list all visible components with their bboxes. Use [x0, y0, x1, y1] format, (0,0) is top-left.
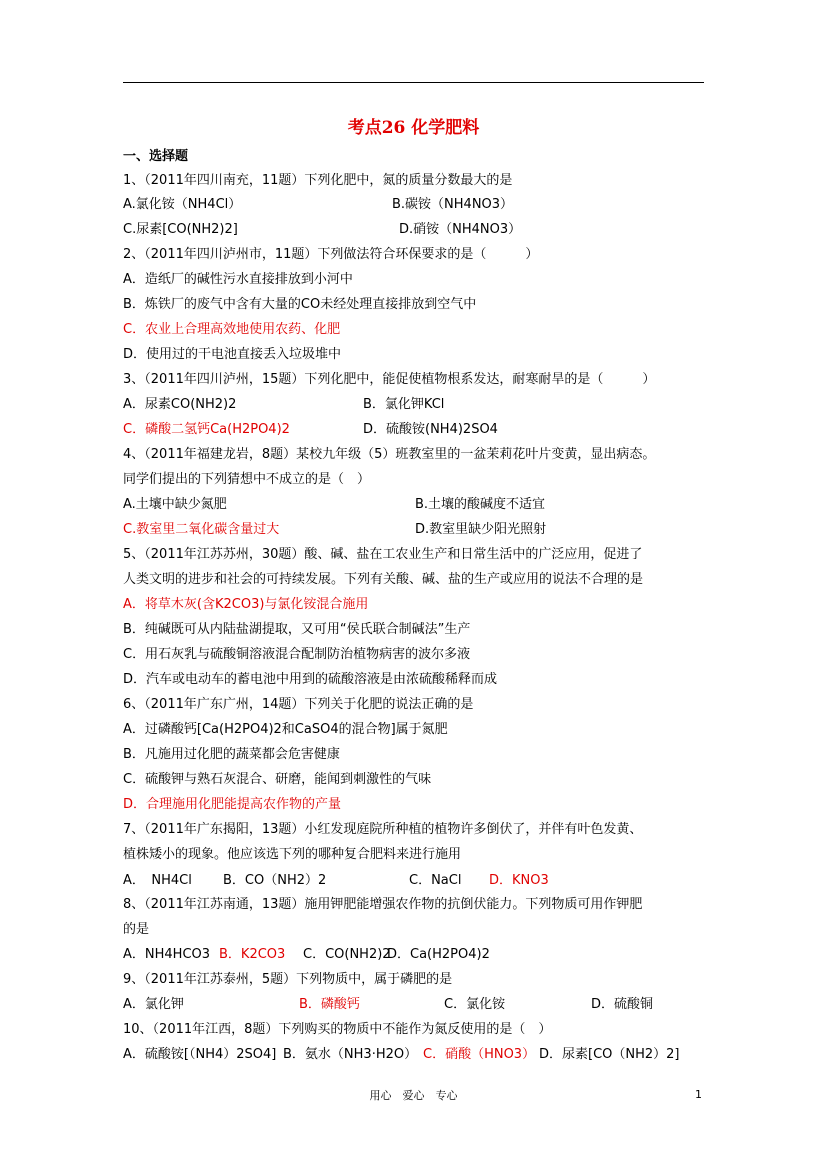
header-rule [123, 82, 704, 83]
q3-option-d: D．硫酸铵(NH4)2SO4 [363, 422, 498, 437]
q8-option-c: C．CO(NH2)2 [303, 947, 391, 962]
q6-option-c: C．硫酸钾与熟石灰混合、研磨，能闻到刺激性的气味 [123, 772, 432, 787]
q3-option-b: B．氯化钾KCl [363, 397, 445, 412]
q2-option-c-answer: C．农业上合理高效地使用农药、化肥 [123, 322, 341, 337]
page-title: 考点26 化学肥料 [347, 118, 480, 138]
q9-stem: 9、（2011年江苏泰州，5题）下列物质中，属于磷肥的是 [123, 972, 453, 987]
q8-option-b-answer: B．K2CO3 [219, 947, 286, 962]
q6-option-b: B．凡施用过化肥的蔬菜都会危害健康 [123, 747, 340, 762]
q2-option-a: A．造纸厂的碱性污水直接排放到小河中 [123, 272, 353, 287]
q2-stem: 2、（2011年四川泸州市，11题）下列做法符合环保要求的是（ ） [123, 247, 539, 262]
q7-stem-line1: 7、（2011年广东揭阳，13题）小红发现庭院所种植的植物许多倒伏了，并伴有叶色发黄、 [123, 822, 643, 837]
q5-option-b: B．纯碱既可从内陆盐湖提取，又可用“侯氏联合制碱法”生产 [123, 622, 471, 637]
q4-option-a: A.土壤中缺少氮肥 [123, 497, 227, 512]
q10-option-d: D．尿素[CO（NH2）2] [539, 1047, 680, 1062]
q8-option-a: A．NH4HCO3 [123, 947, 211, 962]
q2-option-d: D．使用过的干电池直接丢入垃圾堆中 [123, 347, 342, 362]
q6-stem: 6、（2011年广东广州，14题）下列关于化肥的说法正确的是 [123, 697, 474, 712]
q8-option-d: D．Ca(H2PO4)2 [387, 947, 490, 962]
q3-stem: 3、（2011年四川泸州，15题）下列化肥中，能促使植物根系发达，耐寒耐旱的是（ ） [123, 372, 656, 387]
section-heading: 一、选择题 [123, 149, 189, 164]
q9-option-c: C．氯化铵 [444, 997, 506, 1012]
q7-option-d-answer: D．KNO3 [489, 873, 549, 888]
q4-option-c-answer: C.教室里二氧化碳含量过大 [123, 522, 280, 537]
q4-stem-line1: 4、（2011年福建龙岩，8题）某校九年级（5）班教室里的一盆茉莉花叶片变黄，显出病态。 [123, 447, 656, 462]
q6-option-a: A．过磷酸钙[Ca(H2PO4)2和CaSO4的混合物]属于氮肥 [123, 722, 448, 737]
q3-option-c-answer: C．磷酸二氢钙Ca(H2PO4)2 [123, 422, 290, 437]
q1-option-c: C.尿素[CO(NH2)2] [123, 222, 238, 237]
q4-option-b: B.土壤的酸碱度不适宜 [415, 497, 546, 512]
q8-stem-line1: 8、（2011年江苏南通，13题）施用钾肥能增强农作物的抗倒伏能力。下列物质可用作钾肥 [123, 897, 643, 912]
q7-option-b: B．CO（NH2）2 [223, 873, 327, 888]
q6-option-d-answer: D．合理施用化肥能提高农作物的产量 [123, 797, 342, 812]
q5-option-d: D．汽车或电动车的蓄电池中用到的硫酸溶液是由浓硫酸稀释而成 [123, 672, 498, 687]
q4-stem-line2: 同学们提出的下列猜想中不成立的是（ ） [123, 472, 371, 487]
q5-stem-line1: 5、（2011年江苏苏州，30题）酸、碱、盐在工农业生产和日常生活中的广泛应用，促进了 [123, 547, 643, 562]
q10-option-a: A．硫酸铵[（NH4）2SO4] [123, 1047, 277, 1062]
page-footer: 用心 爱心 专心 [369, 1089, 458, 1102]
q4-option-d: D.教室里缺少阳光照射 [415, 522, 547, 537]
q9-option-a: A．氯化钾 [123, 997, 184, 1012]
q1-option-b: B.碳铵（NH4NO3） [392, 197, 514, 212]
q9-option-d: D．硫酸铜 [591, 997, 654, 1012]
q1-option-d: D.硝铵（NH4NO3） [399, 222, 522, 237]
q3-option-a: A．尿素CO(NH2)2 [123, 397, 237, 412]
q1-stem: 1、（2011年四川南充，11题）下列化肥中，氮的质量分数最大的是 [123, 173, 513, 188]
q9-option-b-answer: B．磷酸钙 [299, 997, 360, 1012]
q7-option-c: C．NaCl [409, 873, 462, 888]
q2-option-b: B．炼铁厂的废气中含有大量的CO未经处理直接排放到空气中 [123, 297, 477, 312]
q5-option-c: C．用石灰乳与硫酸铜溶液混合配制防治植物病害的波尔多液 [123, 647, 471, 662]
page-number: 1 [695, 1088, 702, 1101]
q8-stem-line2: 的是 [123, 922, 150, 937]
q5-stem-line2: 人类文明的进步和社会的可持续发展。下列有关酸、碱、盐的生产或应用的说法不合理的是 [123, 572, 644, 587]
q10-option-b: B．氨水（NH3·H2O） [283, 1047, 418, 1062]
q10-option-c-answer: C．硝酸（HNO3） [423, 1047, 536, 1062]
q1-option-a: A.氯化铵（NH4Cl） [123, 197, 242, 212]
q7-option-a: A． NH4Cl [123, 873, 192, 888]
q10-stem: 10、（2011年江西，8题）下列购买的物质中不能作为氮反使用的是（ ） [123, 1022, 552, 1037]
q7-stem-line2: 植株矮小的现象。他应该选下列的哪种复合肥料来进行施用 [123, 847, 462, 862]
q5-option-a-answer: A．将草木灰(含K2CO3)与氯化铵混合施用 [123, 597, 369, 612]
